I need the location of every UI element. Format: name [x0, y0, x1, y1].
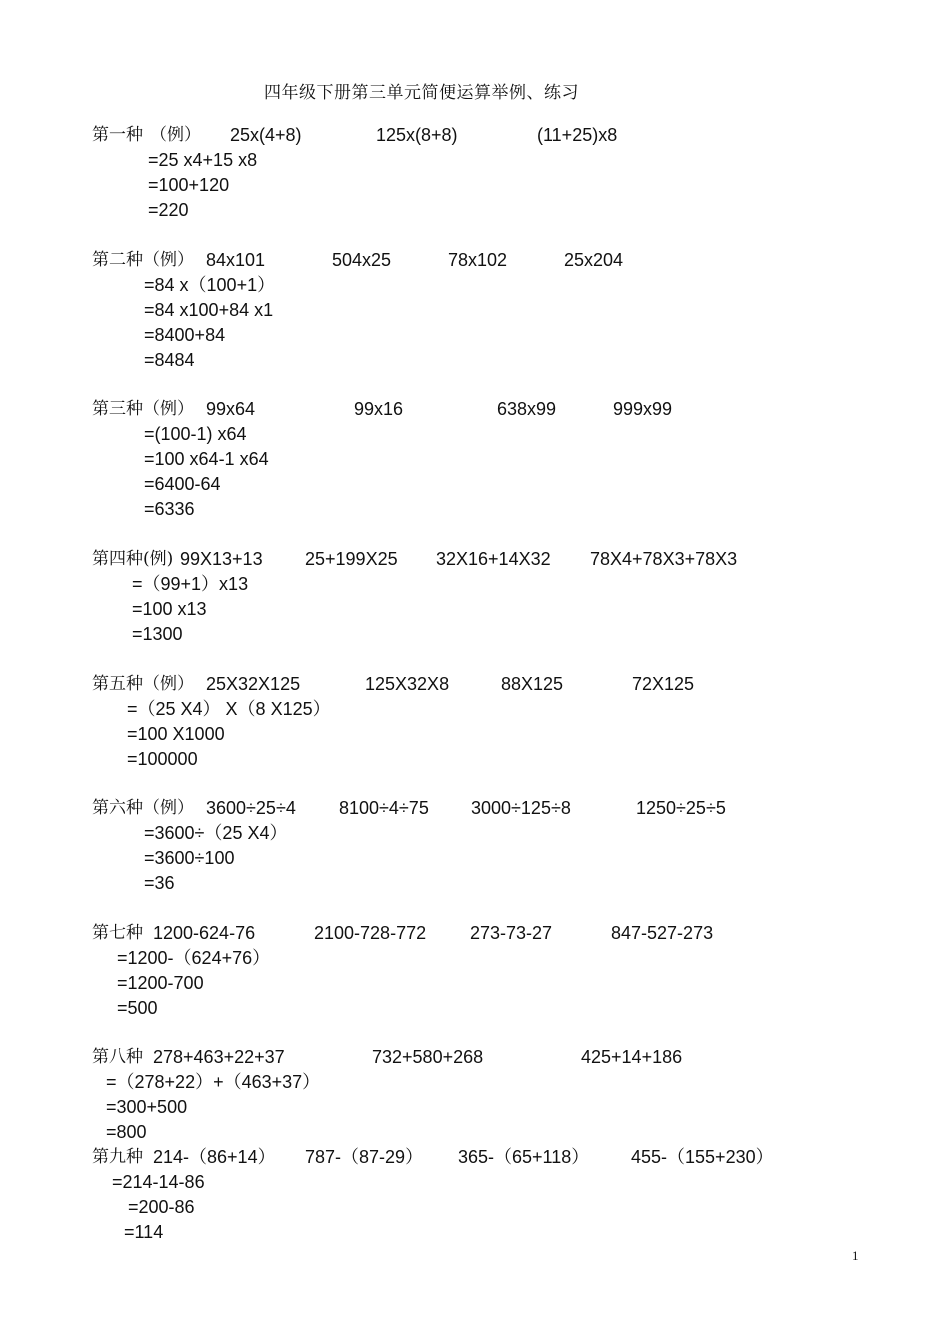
problem: 78X4+78X3+78X3: [590, 549, 738, 569]
problem: 504x25: [332, 250, 392, 270]
section-label: 第七种: [92, 923, 143, 943]
problem: 99x64: [206, 399, 256, 419]
section-8-header: [0, 1045, 950, 1070]
solution-step: =1200-700: [117, 973, 204, 993]
solution-step: =300+500: [106, 1097, 188, 1117]
document-title: 四年级下册第三单元简便运算举例、练习: [264, 83, 579, 103]
section-7-header: [0, 921, 950, 946]
problem: 125X32X8: [365, 674, 450, 694]
solution-step: =100+120: [148, 175, 230, 195]
problem: 1200-624-76: [153, 923, 256, 943]
section-label: 第三种（例）: [92, 399, 194, 419]
problem: 278+463+22+37: [153, 1047, 285, 1067]
section-4-header: [0, 547, 950, 572]
solution-step: =8400+84: [144, 325, 226, 345]
page-number: 1: [852, 1248, 859, 1263]
problem: 25x(4+8): [230, 125, 302, 145]
problem: 787-（87-29）: [305, 1147, 424, 1167]
solution-step: =500: [117, 998, 158, 1018]
problem: 273-73-27: [470, 923, 553, 943]
solution-step: =6400-64: [144, 474, 221, 494]
problem: 25X32X125: [206, 674, 301, 694]
solution-step: =220: [148, 200, 189, 220]
solution-step: =25 x4+15 x8: [148, 150, 258, 170]
section-9-header: [0, 1145, 950, 1170]
section-2-header: [0, 248, 950, 273]
section-label: 第五种（例）: [92, 674, 194, 694]
example-marker: （例）: [150, 125, 201, 145]
solution-step: =200-86: [128, 1197, 195, 1217]
problem: 365-（65+118）: [458, 1147, 590, 1167]
problem: 847-527-273: [611, 923, 714, 943]
section-label: 第九种: [92, 1147, 143, 1167]
problem: 88X125: [501, 674, 564, 694]
solution-step: =（278+22）+（463+37）: [106, 1072, 321, 1092]
solution-step: =3600÷100: [144, 848, 235, 868]
section-label: 第二种（例）: [92, 250, 194, 270]
section-label: 第六种（例）: [92, 798, 194, 818]
solution-step: =114: [124, 1222, 164, 1242]
problem: 3000÷125÷8: [471, 798, 571, 818]
solution-step: =100 X1000: [127, 724, 225, 744]
problem: 425+14+186: [581, 1047, 683, 1067]
solution-step: =84 x100+84 x1: [144, 300, 274, 320]
problem: 125x(8+8): [376, 125, 458, 145]
problem: 732+580+268: [372, 1047, 484, 1067]
section-5-header: [0, 672, 950, 697]
section-label: 第四种(例): [92, 549, 174, 569]
problem: 72X125: [632, 674, 695, 694]
problem: 8100÷4÷75: [339, 798, 429, 818]
solution-step: =1300: [132, 624, 183, 644]
problem: 2100-728-772: [314, 923, 427, 943]
solution-step: =1200-（624+76）: [117, 948, 271, 968]
problem: 99x16: [354, 399, 404, 419]
problem: 999x99: [613, 399, 673, 419]
solution-step: =84 x（100+1）: [144, 275, 276, 295]
problem: 455-（155+230）: [631, 1147, 774, 1167]
problem: 32X16+14X32: [436, 549, 551, 569]
solution-step: =100 x64-1 x64: [144, 449, 269, 469]
section-label: 第一种: [92, 125, 143, 145]
section-6-header: [0, 796, 950, 821]
problem: 638x99: [497, 399, 557, 419]
section-label: 第八种: [92, 1047, 143, 1067]
solution-step: =100000: [127, 749, 198, 769]
solution-step: =214-14-86: [112, 1172, 205, 1192]
problem: 25x204: [564, 250, 624, 270]
problem: 84x101: [206, 250, 266, 270]
problem: (11+25)x8: [537, 125, 618, 145]
solution-step: =（25 X4） X（8 X125）: [127, 699, 331, 719]
solution-step: =36: [144, 873, 175, 893]
problem: 78x102: [448, 250, 508, 270]
section-3-header: [0, 397, 950, 422]
section-1-header: [0, 123, 950, 148]
problem: 1250÷25÷5: [636, 798, 726, 818]
solution-step: =（99+1）x13: [132, 574, 249, 594]
problem: 3600÷25÷4: [206, 798, 296, 818]
solution-step: =8484: [144, 350, 195, 370]
solution-step: =3600÷（25 X4）: [144, 823, 288, 843]
problem: 25+199X25: [305, 549, 398, 569]
solution-step: =6336: [144, 499, 195, 519]
problem: 214-（86+14）: [153, 1147, 276, 1167]
solution-step: =(100-1) x64: [144, 424, 247, 444]
solution-step: =100 x13: [132, 599, 207, 619]
problem: 99X13+13: [180, 549, 263, 569]
solution-step: =800: [106, 1122, 147, 1142]
